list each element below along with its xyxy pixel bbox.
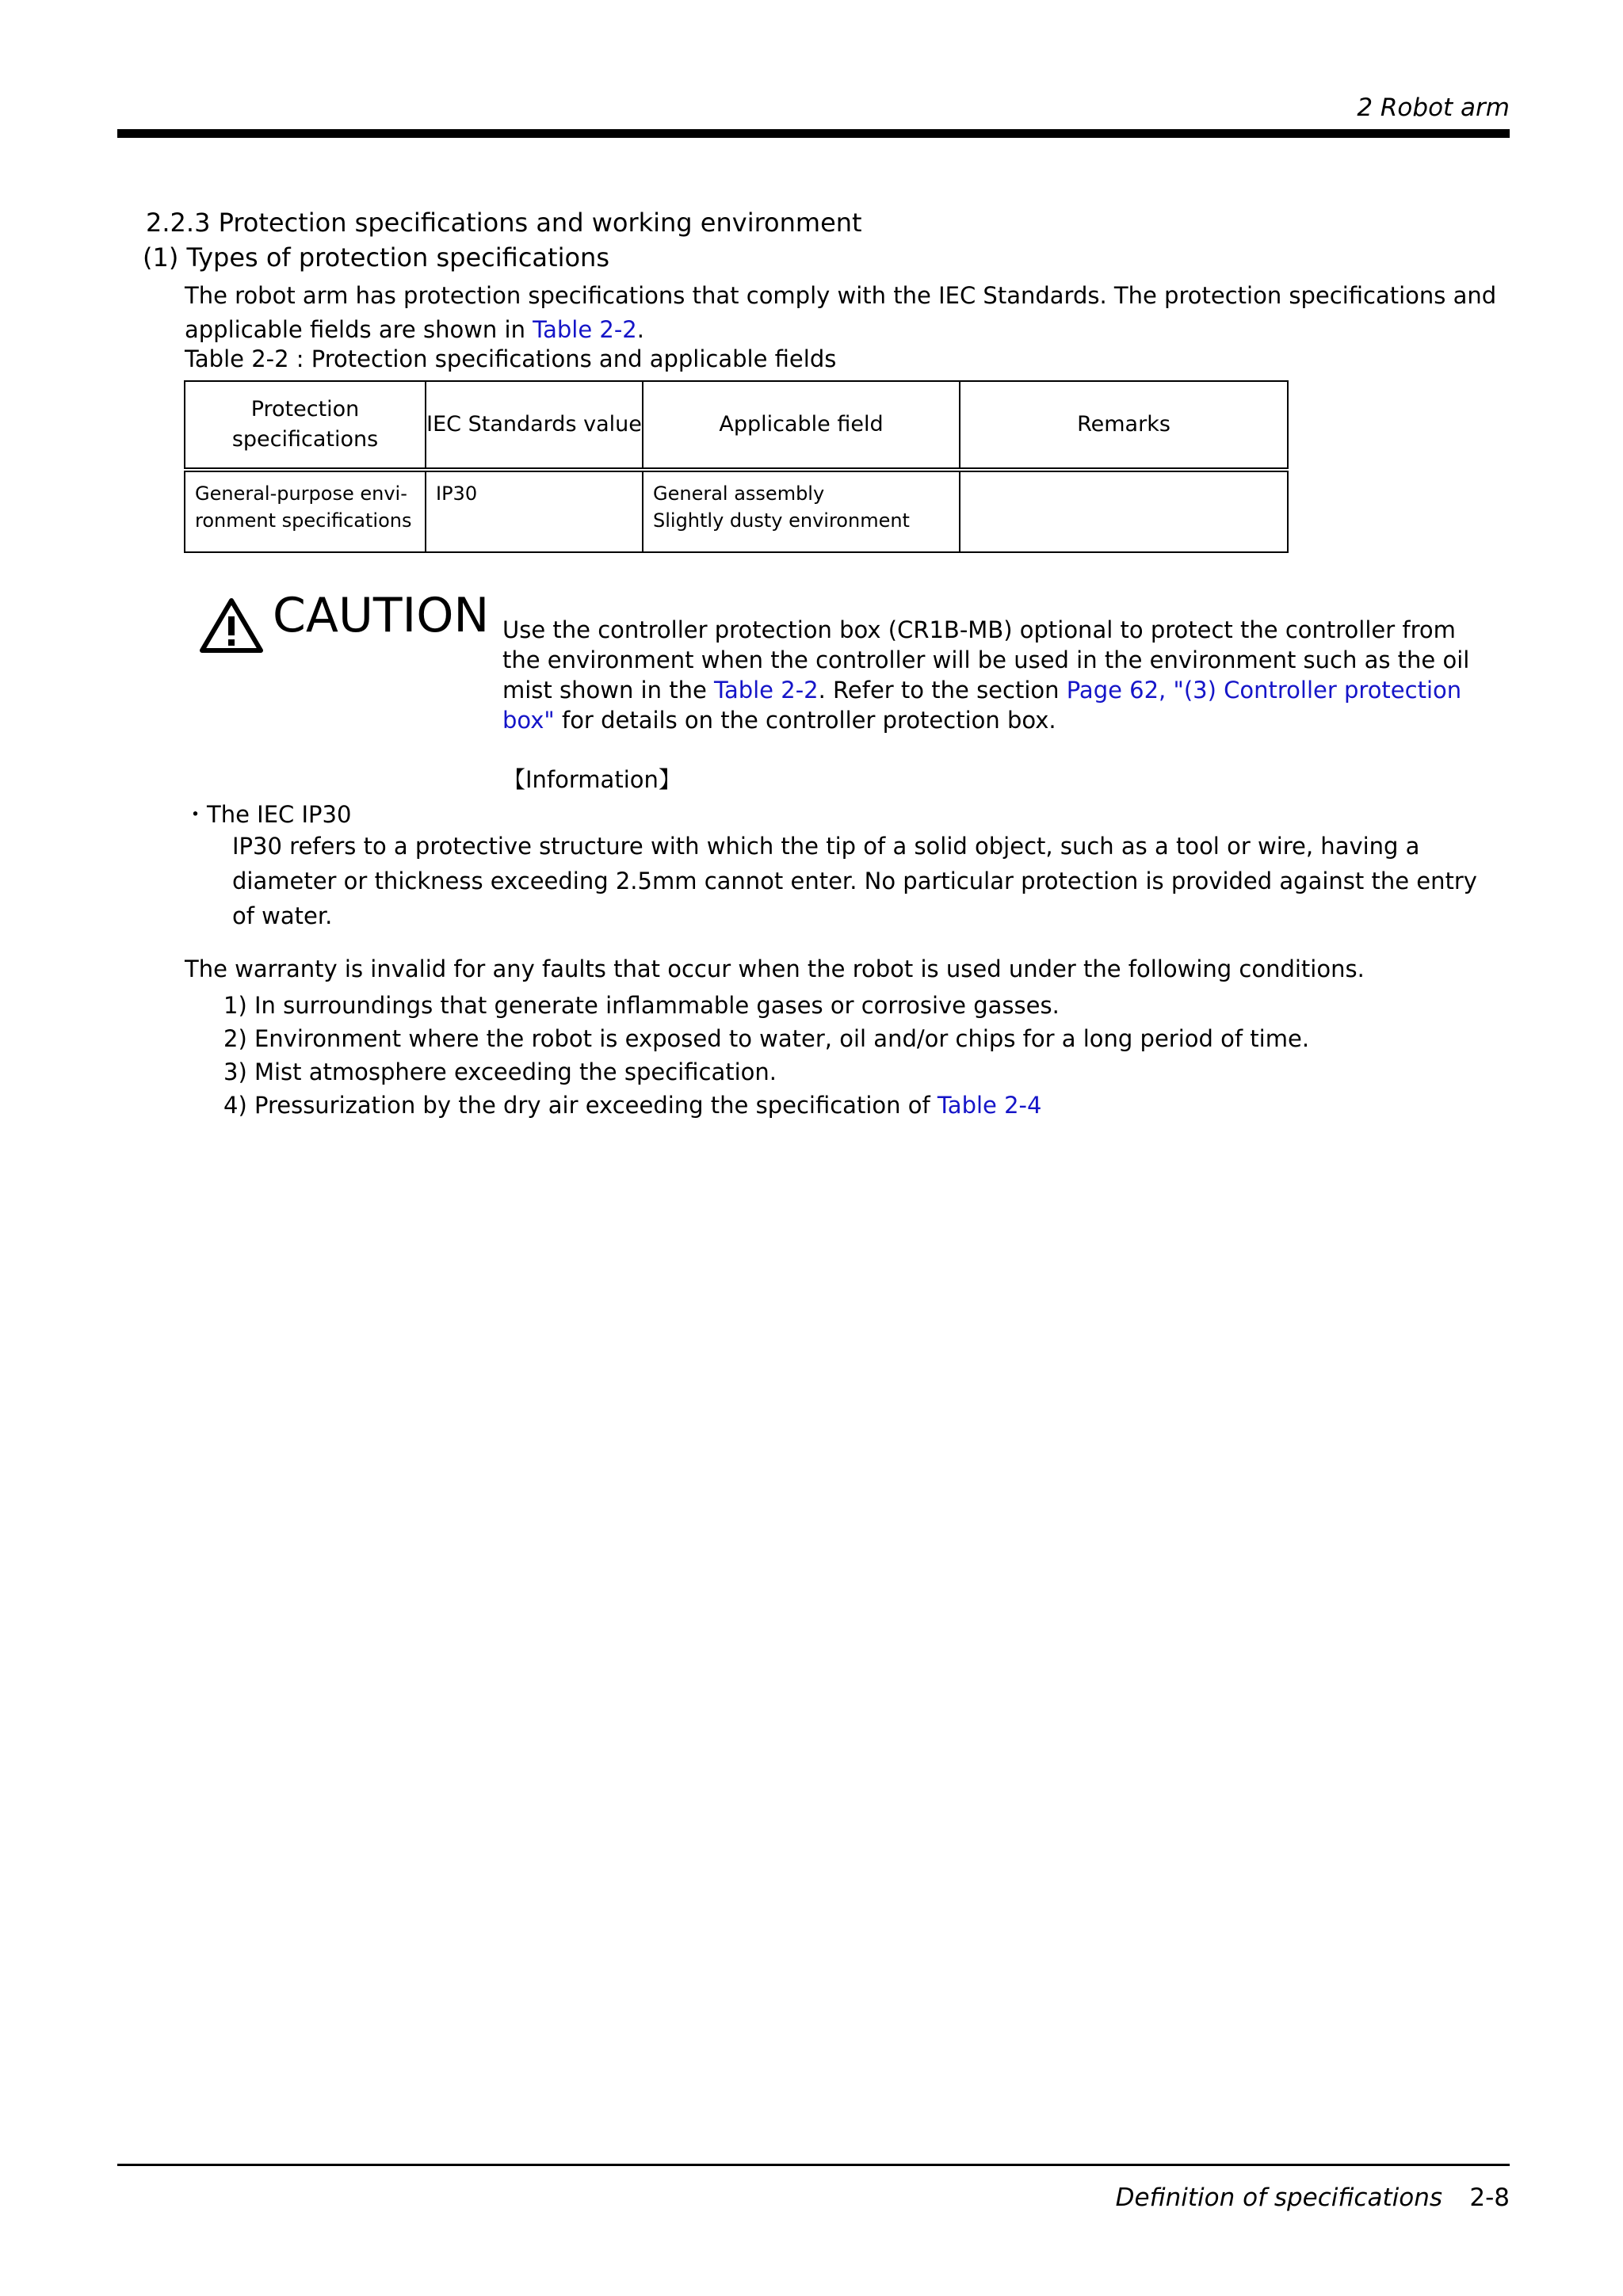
table-row — [185, 470, 1288, 552]
page-number: 2-8 — [1469, 2183, 1510, 2212]
column-header-remarks: Remarks — [960, 381, 1288, 470]
column-header-applicable-field: Applicable field — [643, 381, 960, 470]
intro-end: . — [636, 316, 644, 343]
cell-protection: General-purpose envi-ronment specifications — [185, 470, 426, 552]
cell-remarks — [960, 470, 1288, 552]
table-caption: Table 2-2 : Protection specifications and applicable fields — [185, 345, 837, 372]
warranty-conditions-list — [223, 989, 1309, 1122]
section-heading: 2.2.3 Protection specifications and working environment — [146, 208, 862, 238]
footer-section-title: Definition of specifications — [1115, 2183, 1442, 2212]
warranty-intro: The warranty is invalid for any faults that occur when the robot is used under the following conditions. — [185, 955, 1365, 982]
column-header-protection: Protection specifications — [185, 381, 426, 470]
information-label: 【Information】 — [502, 766, 682, 793]
list-item: 3) Mist atmosphere exceeding the specification. — [223, 1058, 777, 1085]
table-header-row — [185, 381, 1288, 470]
table-2-2-link-caution[interactable]: Table 2-2 — [714, 677, 819, 704]
caution-text-middle: . Refer to the section — [818, 677, 1067, 704]
caution-text-end: for details on the controller protection box. — [554, 707, 1056, 734]
ip30-description: IP30 refers to a protective structure with which the tip of a solid object, such as a tool or wire, having a diameter or thickness exceeding 2.5mm cannot enter. No particular protection is provided against the entry of water. — [232, 833, 1477, 929]
cell-applicable-field — [643, 470, 960, 552]
protection-spec-table — [184, 380, 1289, 553]
iec-ip30-bullet: ・The IEC IP30 — [184, 801, 352, 828]
list-item: 2) Environment where the robot is exposed to water, oil and/or chips for a long period of time. — [223, 1025, 1310, 1052]
field-line-2: Slightly dusty environment — [653, 509, 910, 532]
running-header: 2 Robot arm — [1357, 93, 1510, 122]
table-2-2-link[interactable]: Table 2-2 — [533, 316, 637, 343]
controller-protection-box-link[interactable]: Page 62, "(3) Controller protection box" — [502, 677, 1462, 734]
footer-rule — [117, 2164, 1510, 2166]
header-rule — [117, 129, 1510, 138]
warning-triangle-icon — [198, 596, 265, 654]
caution-text-start: Use the controller protection box (CR1B-MB) optional to protect the controller from the environment when the controller will be used in the environment such as the oil mist shown in the — [502, 616, 1470, 704]
table-2-4-link[interactable]: Table 2-4 — [937, 1092, 1042, 1119]
caution-text — [502, 615, 1479, 735]
cell-iec-value: IP30 — [426, 470, 643, 552]
subsection-heading: (1) Types of protection specifications — [143, 242, 609, 273]
condition-4-text: 4) Pressurization by the dry air exceeding the specification of — [223, 1092, 938, 1119]
column-header-iec-value: IEC Standards value — [426, 381, 643, 470]
list-item: 1) In surroundings that generate inflammable gases or corrosive gasses. — [223, 992, 1060, 1019]
list-item — [223, 1089, 1309, 1122]
intro-paragraph — [185, 279, 1500, 347]
intro-text: The robot arm has protection specifications that comply with the IEC Standards. The protection specifications and applicable fields are shown in — [185, 282, 1497, 343]
caution-label: CAUTION — [273, 588, 490, 643]
field-line-1: General assembly — [653, 482, 825, 505]
